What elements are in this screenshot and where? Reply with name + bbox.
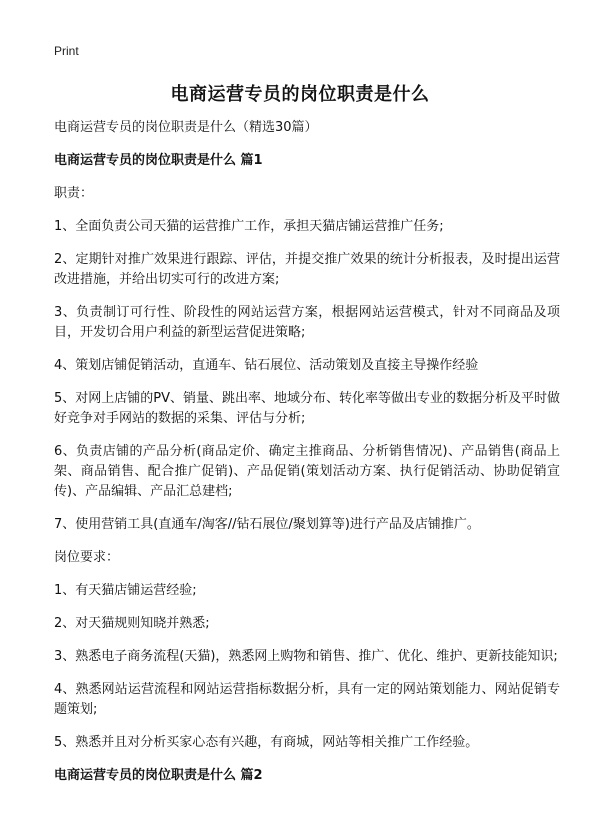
duty-item: 4、策划店铺促销活动，直通车、钻石展位、活动策划及直接主导操作经验 — [54, 358, 479, 373]
duty-item: 1、全面负责公司天猫的运营推广工作，承担天猫店铺运营推广任务; — [54, 219, 444, 234]
document-title: 电商运营专员的岗位职责是什么 — [170, 84, 430, 105]
duty-item: 3、负责制订可行性、阶段性的网站运营方案，根据网站运营模式，针对不同商品及项目，开发切合用户利益的新型运营促进策略; — [54, 305, 560, 340]
requirement-item: 3、熟悉电子商务流程(天猫)，熟悉网上购物和销售、推广、优化、维护、更新技能知识; — [54, 649, 558, 664]
section-heading-2: 电商运营专员的岗位职责是什么 篇2 — [54, 768, 263, 783]
requirements-label: 岗位要求： — [54, 550, 120, 565]
print-link[interactable]: Print — [54, 44, 79, 58]
duties-label: 职责： — [54, 186, 94, 201]
section-heading-1: 电商运营专员的岗位职责是什么 篇1 — [54, 153, 263, 168]
requirement-item: 4、熟悉网站运营流程和网站运营指标数据分析，具有一定的网站策划能力、网站促销专题策划; — [54, 682, 560, 717]
requirement-item: 2、对天猫规则知晓并熟悉; — [54, 616, 210, 631]
requirement-item: 1、有天猫店铺运营经验; — [54, 583, 197, 598]
document-subtitle: 电商运营专员的岗位职责是什么（精选30篇） — [54, 120, 318, 135]
requirement-item: 5、熟悉并且对分析买家心态有兴趣，有商城，网站等相关推广工作经验。 — [54, 735, 479, 750]
duty-item: 6、负责店铺的产品分析(商品定价、确定主推商品、分析销售情况)、产品销售(商品上架、商品销售、配合推广促销)、产品促销(策划活动方案、执行促销活动、协助促销宣传)、产品编辑、产品汇总建档; — [54, 444, 560, 499]
duty-item: 7、使用营销工具(直通车/淘客//钻石展位/聚划算等)进行产品及店铺推广。 — [54, 517, 480, 532]
document-body — [54, 118, 560, 799]
duty-item: 5、对网上店铺的PV、销量、跳出率、地域分布、转化率等做出专业的数据分析及平时做好竞争对手网站的数据的采集、评估与分析; — [54, 391, 561, 426]
duty-item: 2、定期针对推广效果进行跟踪、评估，并提交推广效果的统计分析报表，及时提出运营改进措施，并给出切实可行的改进方案; — [54, 252, 560, 287]
